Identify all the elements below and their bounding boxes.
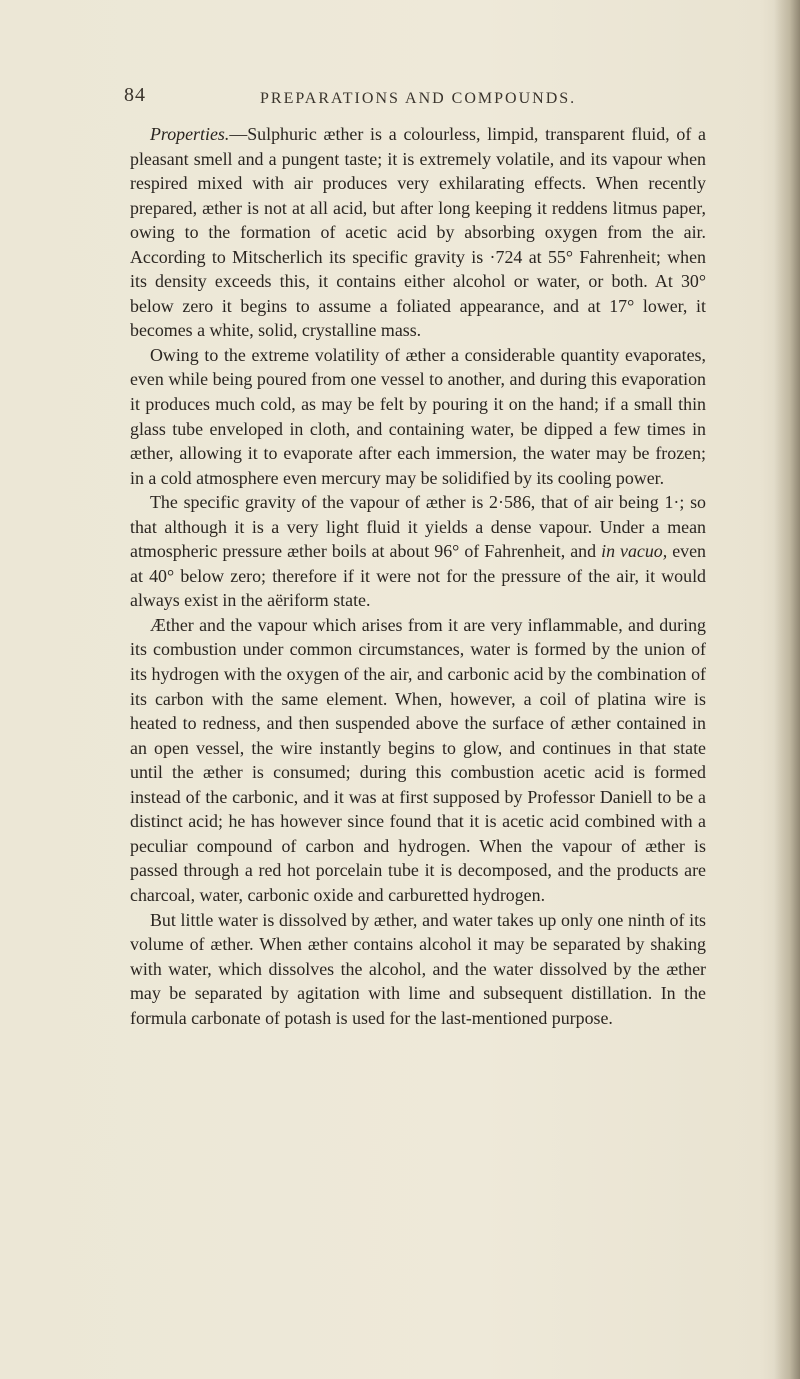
paragraph-solubility xyxy=(130,908,706,1031)
section-lead: Properties. xyxy=(150,124,230,144)
paragraph-combustion xyxy=(130,613,706,908)
page-number: 84 xyxy=(124,84,146,106)
paragraph-text: even at 40° below zero; therefore if it were not for the pressure of the air, it would always exist in the aëriform state. xyxy=(130,541,706,611)
paragraph-text: —Sulphuric æther is a colourless, limpid, transparent fluid, of a pleasant smell and a pungent taste; it is extremely volatile, and its vapour when respired mixed with air produces very exhilarating effects. When recently prepared, æther is not at all acid, but after long keeping it reddens litmus paper, owing to the formation of acetic acid by absorbing oxygen from the air. According to Mitscherlich its specific gravity is ·724 at 55° Fahrenheit; when its density exceeds this, it contains either alcohol or water, or both. At 30° below zero it begins to assume a foliated appearance, and at 17° lower, it becomes a white, solid, crystalline mass. xyxy=(130,124,706,341)
paragraph-text: Owing to the extreme volatility of æther a considerable quantity evaporates, even while being poured from one vessel to another, and during this evaporation it produces much cold, as may be felt by pouring it on the hand; if a small thin glass tube enveloped in cloth, and containing water, be dipped a few times in æther, allowing it to evaporate after each immersion, the water may be frozen; in a cold atmosphere even mercury may be solidified by its cooling power. xyxy=(130,344,706,488)
paragraph-vapour-gravity xyxy=(130,490,706,613)
paragraph-volatility xyxy=(130,343,706,490)
paragraph-text: But little water is dissolved by æther, and water takes up only one ninth of its volume of æther. When æther contains alcohol it may be separated by shaking with water, which dissolves the alcohol, and the water dissolved by the æther may be separated by agitation with lime and subsequent distillation. In the formula carbonate of potash is used for the last-mentioned purpose. xyxy=(130,909,706,1028)
running-head: PREPARATIONS AND COMPOUNDS. xyxy=(260,90,577,107)
paragraph-text: The specific gravity of the vapour of æther is 2·586, that of air being 1·; so that although it is a very light fluid it yields a dense vapour. Under a mean atmospheric pressure æther boils at about 96° of Fahrenheit, and xyxy=(130,492,706,562)
paragraph-properties xyxy=(130,122,706,343)
body-text xyxy=(130,122,706,1030)
page-edge-shadow xyxy=(774,0,800,1379)
paragraph-text: Æther and the vapour which arises from it are very inflammable, and during its combustion under common circumstances, water is formed by the union of its hydrogen with the oxygen of the air, and carbonic acid by the combination of its carbon with the same element. When, however, a coil of platina wire is heated to redness, and then suspended above the surface of æther contained in an open vessel, the wire instantly begins to glow, and continues in that state until the æther is consumed; during this combustion acetic acid is formed instead of the carbonic, and it was at first supposed by Professor Daniell to be a distinct acid; he has however since found that it is acetic acid combined with a peculiar compound of carbon and hydrogen. When the vapour of æther is passed through a red hot porcelain tube it is decomposed, and the products are charcoal, water, carbonic oxide and carburetted hydrogen. xyxy=(130,614,706,905)
latin-phrase: in vacuo, xyxy=(601,541,668,562)
